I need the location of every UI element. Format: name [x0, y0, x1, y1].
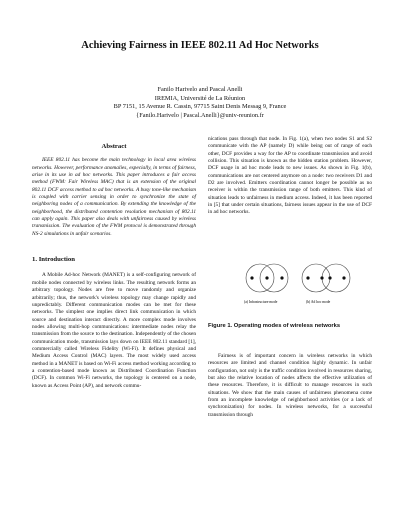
node	[328, 276, 331, 279]
node	[306, 276, 309, 279]
right-column	[208, 136, 372, 217]
author-names: Fanilo Harivelo and Pascal Anelli	[157, 86, 243, 93]
section-heading: 1. Introduction	[32, 256, 75, 264]
paper-title: Achieving Fairness in IEEE 802.11 Ad Hoc Networks	[81, 40, 319, 51]
author-block	[0, 86, 400, 120]
node	[280, 276, 283, 279]
author-address: BP 7151, 15 Avenue R. Cassin, 97715 Saint Denis Messag 9, France	[113, 103, 287, 111]
author-email: {Fanilo.Harivelo | Pascal.Anelli}@univ-reunion.fr	[136, 111, 264, 119]
left-column	[32, 143, 196, 390]
abstract-title: Abstract	[101, 143, 127, 150]
node	[320, 276, 323, 279]
abstract-text: IEEE 802.11 has become the main technology in local area wireless networks. However, performance anomalies, especially, in terms of fairness, arise in its use in ad hoc networks. This paper introduces a fair access method (FWM: Fair Wireless MAC) that is an extension of the original 802.11 DCF access method to ad hoc networks. A busy tone-like mechanism is coupled with carrier sensing in order to synchronize the state of neighboring nodes of a communication. By extending the knowledge of the neighborhood, the distributed contention resolution mechanism of 802.11 can apply again. This paper also deals with unfairness caused by wireless transmission. The evaluation of the FWM protocol is demonstrated through NS-2 simulations in unfair scenarios.	[32, 157, 196, 237]
fig-label-b: (b) Ad hoc mode	[306, 300, 331, 304]
author-affiliation: IREMIA, Université de La Réunion	[154, 94, 246, 102]
range-circle	[322, 264, 350, 292]
right-paragraph-2: Fairness is of important concern in wireless networks in which resources are limited and channel condition highly dynamic. In unfair configuration, not only is the traffic condition involved in resources sharing, but also the relative location of nodes affects the effective utilization of these resources. Therefore, it is difficult to manage resources in such situations. We show that the main causes of unfairness phenomena come from an incomplete knowledge of neighborhood activities (or a lack of synchronization) for nodes. In wireless networks, for a successful transmission through	[208, 353, 372, 418]
right-column-bottom	[208, 353, 372, 419]
figure-1	[230, 252, 362, 310]
node	[250, 276, 253, 279]
node	[265, 276, 268, 279]
right-paragraph-1: nications pass through that node. In Fig. 1(a), when two nodes S1 and S2 communicate with the AP (namely D) while being out of range of each other, DCF provides a way for the AP to coordinate transmission and avoid collision. This situation is known as the hidden station problem. However, DCF usage in ad hoc mode leads to new issues. As shown in Fig. 1(b), communications are not centered anymore on a node: two receivers D1 and D2 are involved. Emitters coordination cannot longer be possible as no receiver is within the transmission range of both emitters. This kind of situation leads to unfairness in medium access. Indeed, it has been reported in [5] that under certain situations, fairness issues appear in the use of DCF in ad hoc networks.	[208, 136, 372, 216]
intro-paragraph: A Mobile Ad-hoc Network (MANET) is a self-configuring network of mobile nodes connected by wireless links. The resulting network forms an arbitrary topology. Nodes are free to move randomly and organize arbitrarily; thus, the network's wireless topology may change rapidly and unpredictably. Different communication modes can be met for these networks. The simplest one implies direct link communication in which source and destination interact directly. A more complex mode involves nodes allowing multi-hop communications: intermediate nodes relay the transmission from the source to the destination. Independently of the chosen communication mode, transmission lays down on IEEE 802.11 standard [1], commercially called Wireless Fidelity (Wi-Fi). It defines physical and Medium Access Control (MAC) layers. The most widely used access method in a MANET is based on Wi-Fi access method working according to a contention-based mode known as Distributed Coordination Function (DCF). In common Wi-Fi networks, the topology is centered on a node, known as Access Point (AP), and network commu-	[32, 272, 196, 389]
figure-caption: Figure 1. Operating modes of wireless networks	[208, 323, 341, 329]
network-diagram	[230, 252, 362, 310]
node	[342, 276, 345, 279]
fig-label-a: (a) Infrastructure mode	[244, 300, 278, 304]
